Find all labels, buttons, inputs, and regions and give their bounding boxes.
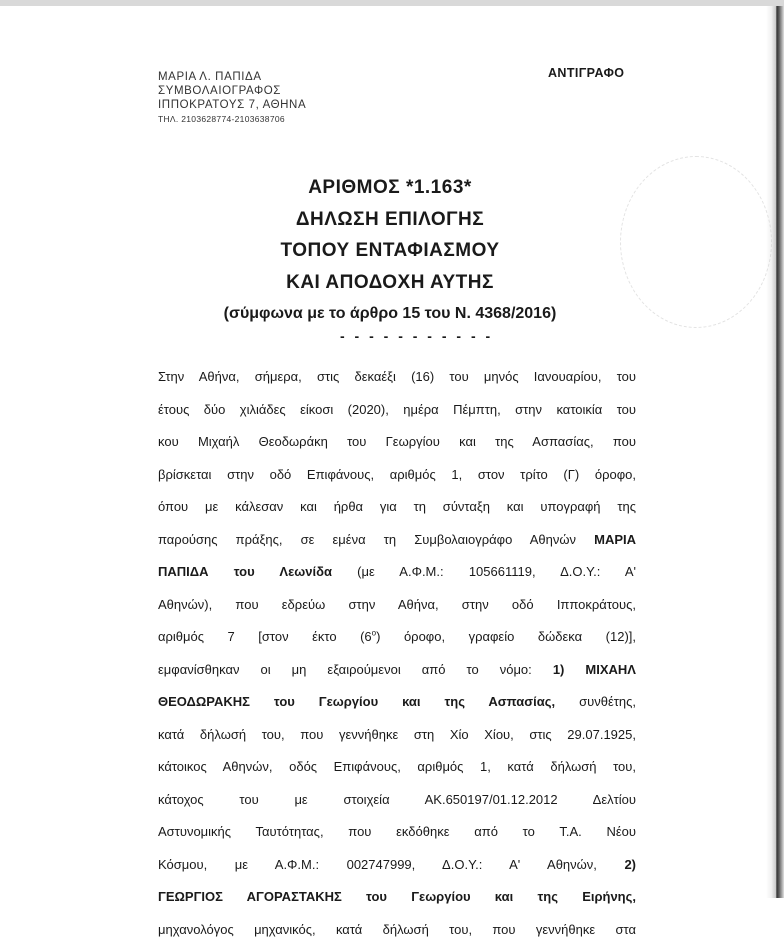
notary-title: ΣΥΜΒΟΛΑΙΟΓΡΑΦΟΣ [158, 84, 306, 98]
party-1-name: ΘΕΟΔΩΡΑΚΗΣ του Γεωργίου και της Ασπασίας, [158, 694, 555, 709]
body-line: μηχανολόγος μηχανικός, κατά δήλωσή του, που γεννήθηκε στα [158, 914, 636, 946]
title-line-1: ΔΗΛΩΣΗ ΕΠΙΛΟΓΗΣ [150, 204, 630, 236]
body-line: έτους δύο χιλιάδες είκοσι (2020), ημέρα Πέμπτη, στην κατοικία του [158, 394, 636, 427]
body-line: Αστυνομικής Ταυτότητας, που εκδόθηκε από το Τ.Α. Νέου [158, 816, 636, 849]
body-line: Αθηνών), που εδρεύω στην Αθήνα, στην οδό Ιπποκράτους, [158, 589, 636, 622]
legal-reference: (σύμφωνα με το άρθρο 15 του Ν. 4368/2016) [150, 300, 630, 328]
notary-name: ΜΑΡΙΑ Λ. ΠΑΠΙΔΑ [158, 70, 306, 84]
party-1-label: 1) ΜΙΧΑΗΛ [553, 662, 636, 677]
body-line: κάτοικος Αθηνών, οδός Επιφάνους, αριθμός 1, κατά δήλωσή του, [158, 751, 636, 784]
deed-body-text [158, 361, 636, 946]
notary-header [158, 70, 306, 126]
body-line: Κόσμου, με Α.Φ.Μ.: 002747999, Δ.Ο.Υ.: Α' Αθηνών, 2) [158, 849, 636, 882]
party-2-name: ΓΕΩΡΓΙΟΣ ΑΓΟΡΑΣΤΑΚΗΣ του Γεωργίου και της Ειρήνης, [158, 881, 636, 914]
notary-phone: ΤΗΛ. 2103628774-2103638706 [158, 112, 306, 126]
copy-label: ΑΝΤΙΓΡΑΦΟ [548, 66, 624, 80]
body-line: βρίσκεται στην οδό Επιφάνους, αριθμός 1, στον τρίτο (Γ) όροφο, [158, 459, 636, 492]
body-line: ΘΕΟΔΩΡΑΚΗΣ του Γεωργίου και της Ασπασίας, συνθέτης, [158, 686, 636, 719]
body-line: παρούσης πράξης, σε εμένα τη Συμβολαιογράφο Αθηνών ΜΑΡΙΑ [158, 524, 636, 557]
title-line-2: ΤΟΠΟΥ ΕΝΤΑΦΙΑΣΜΟΥ [150, 235, 630, 267]
body-line: όπου με κάλεσαν και ήρθα για τη σύνταξη και υπογραφή της [158, 491, 636, 524]
deed-number: ΑΡΙΘΜΟΣ *1.163* [150, 172, 630, 204]
body-line: κάτοχος του με στοιχεία ΑΚ.650197/01.12.2012 Δελτίου [158, 784, 636, 817]
body-line: ΠΑΠΙΔΑ του Λεωνίδα (με Α.Φ.Μ.: 105661119, Δ.Ο.Υ.: Α' [158, 556, 636, 589]
notary-address: ΙΠΠΟΚΡΑΤΟΥΣ 7, ΑΘΗΝΑ [158, 98, 306, 112]
document-title-block [150, 172, 630, 328]
notary-first-name: ΜΑΡΙΑ [594, 532, 636, 547]
party-2-label: 2) [624, 857, 636, 872]
body-line: κου Μιχαήλ Θεοδωράκη του Γεωργίου και της Ασπασίας, που [158, 426, 636, 459]
notary-surname: ΠΑΠΙΔΑ του Λεωνίδα [158, 564, 332, 579]
separator-line: - - - - - - - - - - - [340, 328, 493, 344]
scan-page-edge [766, 6, 784, 898]
document-page [0, 6, 766, 898]
title-line-3: ΚΑΙ ΑΠΟΔΟΧΗ ΑΥΤΗΣ [150, 267, 630, 299]
body-line: εμφανίσθηκαν οι μη εξαιρούμενοι από το νόμο: 1) ΜΙΧΑΗΛ [158, 654, 636, 687]
body-line: Στην Αθήνα, σήμερα, στις δεκαέξι (16) του μηνός Ιανουαρίου, του [158, 361, 636, 394]
body-line: αριθμός 7 [στον έκτο $(6^o)$ όροφο, γραφείο δώδεκα (12)], [158, 621, 636, 654]
faded-stamp [620, 156, 772, 328]
body-line: κατά δήλωσή του, που γεννήθηκε στη Χίο Χίου, στις 29.07.1925, [158, 719, 636, 752]
